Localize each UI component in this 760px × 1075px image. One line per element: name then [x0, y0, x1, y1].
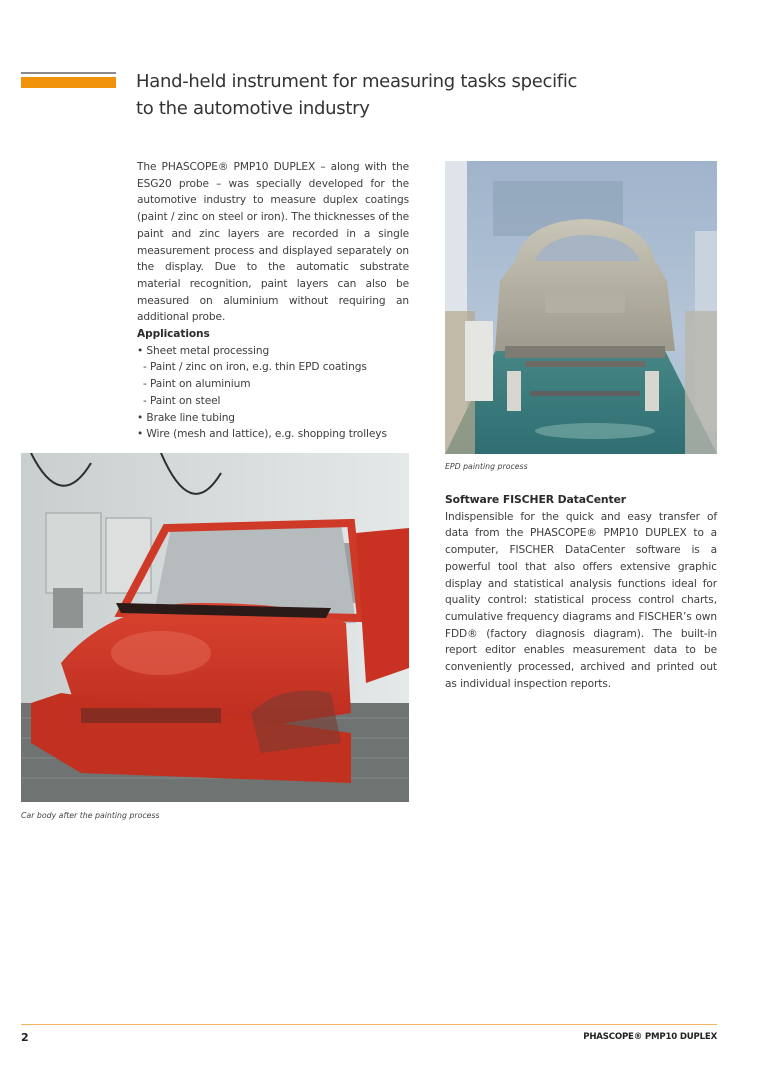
page-heading: [136, 68, 606, 122]
applications-title: Applications: [137, 328, 210, 340]
application-subitem: - Paint / zinc on iron, e.g. thin EPD coatings: [143, 361, 367, 374]
epd-photo-caption: EPD painting process: [445, 462, 528, 471]
application-item: • Wire (mesh and lattice), e.g. shopping trolleys: [137, 428, 387, 441]
heading-accent-line: [21, 72, 116, 74]
car-photo-caption: Car body after the painting process: [21, 811, 160, 820]
application-item: • Brake line tubing: [137, 411, 235, 424]
epd-photo-illustration: [445, 161, 717, 454]
intro-paragraph: The PHASCOPE® PMP10 DUPLEX – along with the ESG20 probe – was specially developed for the automotive industry to measure duplex coatings (paint / zinc on steel or iron). The thicknesses of the paint and zinc layers are recorded in a single measurement process and displayed separately on the display. Due to the automatic substrate material recognition, paint layers can also be measured on aluminium without requiring an additional probe.: [137, 161, 409, 324]
heading-line-1: Hand-held instrument for measuring tasks specific: [136, 71, 578, 92]
applications-list: [137, 343, 427, 443]
software-paragraph: Indispensible for the quick and easy transfer of data from the PHASCOPE® PMP10 DUPLEX to a computer, FISCHER DataCenter software is a powerful tool that also offers extensive graphic display and statistical analysis functions ideal for quality control: statistical process control charts, cumulative frequency diagrams and FISCHER’s own FDD® (factory diagnosis diagram). The built-in report editor enables measurement data to be conveniently processed, archived and printed out as individual inspection reports.: [445, 510, 717, 690]
application-subitem: - Paint on steel: [143, 394, 221, 407]
footer-product-name: PHASCOPE® PMP10 DUPLEX: [583, 1032, 717, 1042]
application-subitem: - Paint on aluminium: [143, 378, 251, 391]
car-body-photo: [21, 453, 409, 802]
applications-section: [137, 326, 427, 443]
heading-accent-bar: [21, 77, 116, 88]
heading-line-2: to the automotive industry: [136, 98, 370, 119]
application-item: • Sheet metal processing: [137, 344, 270, 357]
software-section: [445, 492, 717, 692]
page-number: 2: [21, 1031, 29, 1044]
software-title: Software FISCHER DataCenter: [445, 493, 627, 506]
footer-divider: [21, 1024, 717, 1025]
car-photo-illustration: [21, 453, 409, 802]
epd-painting-photo: [445, 161, 717, 454]
